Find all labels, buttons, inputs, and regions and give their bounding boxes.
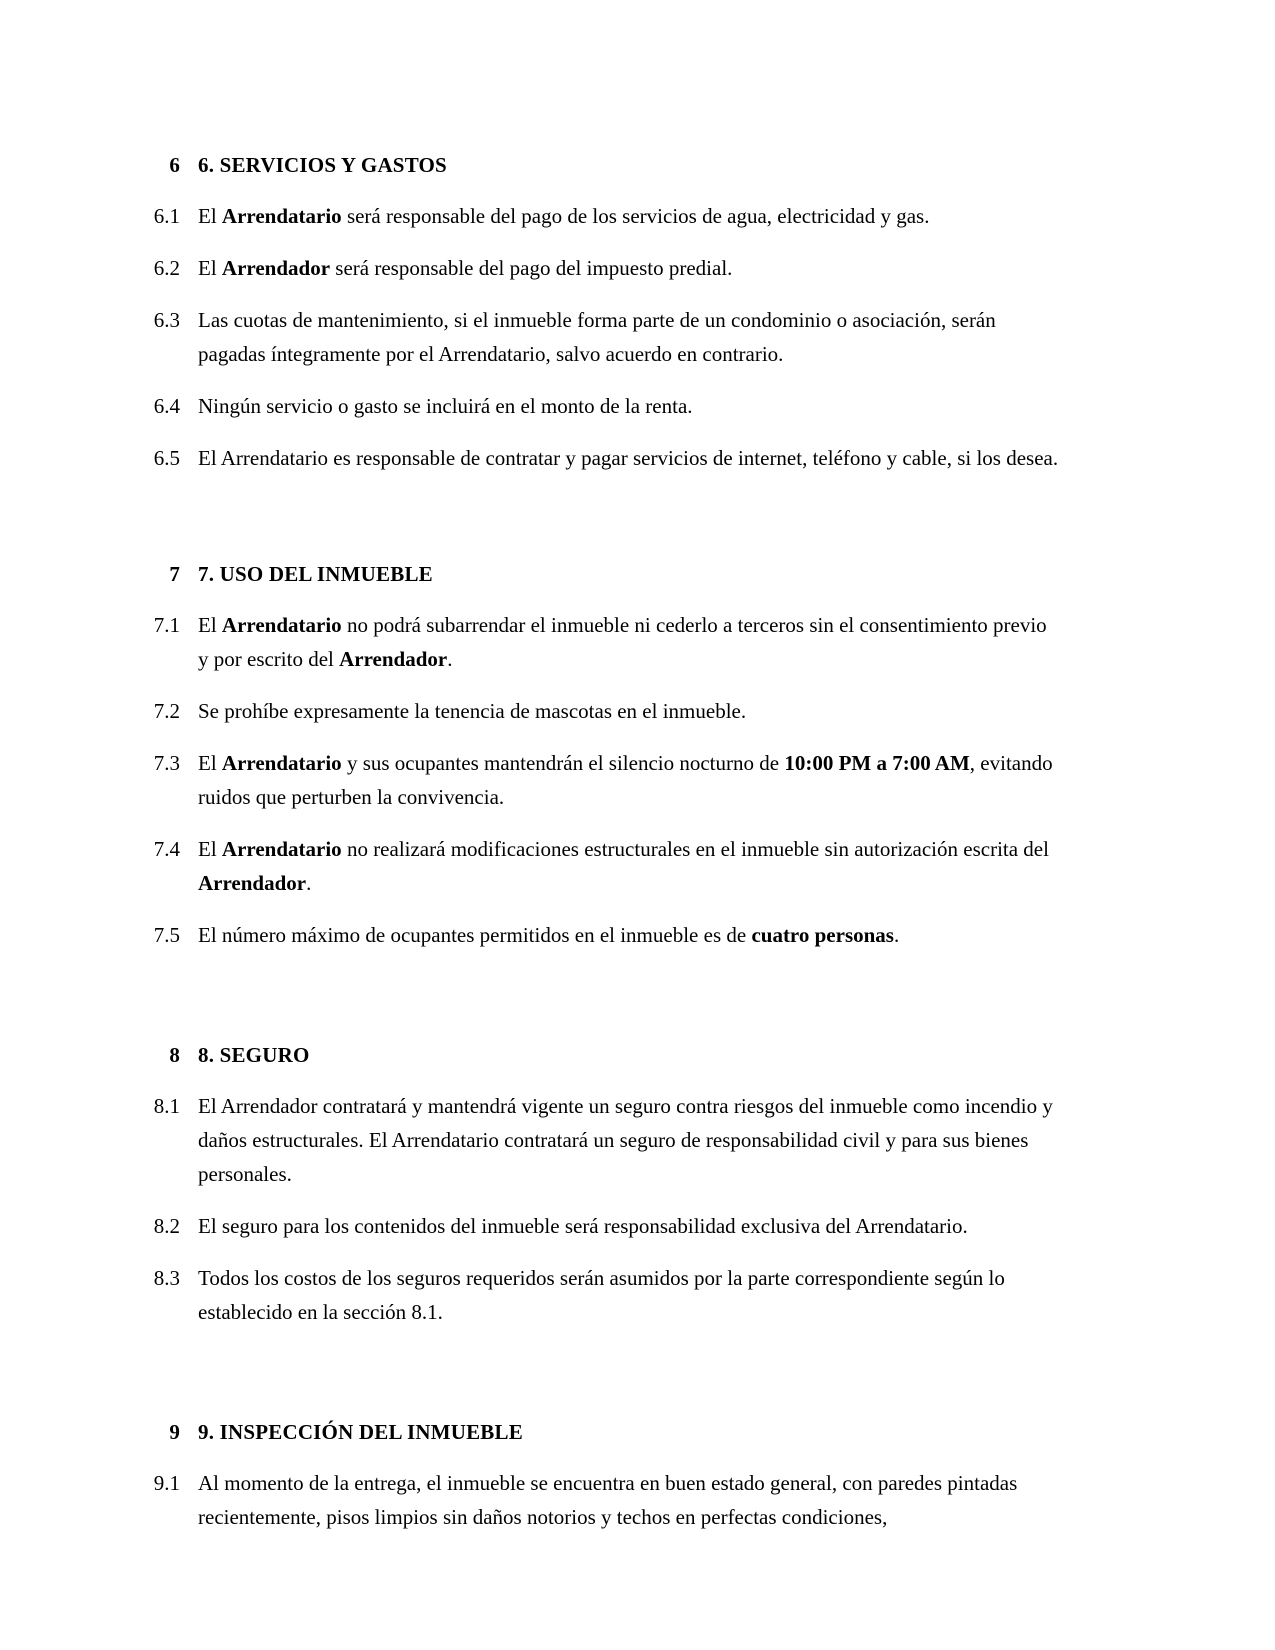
clause <box>140 303 1060 371</box>
clause <box>140 1209 1060 1243</box>
clause-number: 7.4 <box>153 837 180 861</box>
clause-text-emphasis: Arrendatario <box>221 751 342 775</box>
clause <box>140 441 1060 475</box>
section-title: 9. INSPECCIÓN DEL INMUEBLE <box>198 1420 523 1444</box>
clause-text <box>198 251 1060 285</box>
clause <box>140 1261 1060 1329</box>
clause-text <box>198 389 1060 423</box>
section-heading <box>140 1040 1060 1070</box>
clause-text-emphasis: 10:00 PM a 7:00 AM <box>784 751 970 775</box>
clause-text-run: no podrá subarrendar el inmueble ni cederlo a terceros sin el consentimiento previo y por escrito del <box>198 613 1047 671</box>
clause <box>140 1466 1060 1534</box>
clause-text-run: y sus ocupantes mantendrán el silencio nocturno de <box>341 751 785 775</box>
clause <box>140 694 1060 728</box>
clause-text-run: El número máximo de ocupantes permitidos en el inmueble es de <box>198 923 752 947</box>
clause-number: 7.1 <box>153 613 180 637</box>
clause-spacer <box>140 285 1060 303</box>
clause-text-run: . <box>306 871 312 895</box>
clause-spacer <box>140 423 1060 441</box>
clause-text-run: será responsable del pago de los servicios de agua, electricidad y gas. <box>341 204 930 228</box>
section-number: 9 <box>169 1420 180 1444</box>
clause-spacer <box>140 676 1060 694</box>
clause-text <box>198 1466 1060 1534</box>
clause-text <box>198 694 1060 728</box>
clause-text-run: El Arrendatario es responsable de contratar y pagar servicios de internet, teléfono y cable, si los desea. <box>198 446 1059 470</box>
clause-text-emphasis: Arrendador <box>221 256 331 280</box>
clause-number: 7.2 <box>153 699 180 723</box>
clause-text-run: . <box>893 923 900 947</box>
heading-spacer <box>140 1070 1060 1089</box>
clause-text-run: El Arrendador contratará y mantendrá vigente un seguro contra riesgos del inmueble como incendio y daños estructurales. El Arrendatario contratará un seguro de responsabilidad civil y para sus bienes personales. <box>198 1094 1053 1186</box>
clause <box>140 389 1060 423</box>
clause <box>140 746 1060 814</box>
clause-number: 8.2 <box>153 1214 180 1238</box>
clause <box>140 1089 1060 1191</box>
clause <box>140 832 1060 900</box>
document-body <box>140 150 1060 1534</box>
heading-spacer <box>140 1447 1060 1466</box>
section-number: 8 <box>169 1043 180 1067</box>
clause-text-emphasis: cuatro personas <box>751 923 894 947</box>
clause-number: 6.2 <box>153 256 180 280</box>
clause-number: 8.3 <box>153 1266 180 1290</box>
clause-spacer <box>140 900 1060 918</box>
clause-text-emphasis: Arrendatario <box>221 613 342 637</box>
clause-spacer <box>140 233 1060 251</box>
clause-spacer <box>140 814 1060 832</box>
section-heading <box>140 150 1060 180</box>
clause-text <box>198 918 1060 952</box>
clause-text-emphasis: Arrendador <box>339 647 448 671</box>
clause-text <box>198 1089 1060 1191</box>
clause-text-run: no realizará modificaciones estructurales en el inmueble sin autorización escrita del <box>341 837 1049 861</box>
clause-number: 6.1 <box>153 204 180 228</box>
clause-text <box>198 746 1060 814</box>
section-spacer <box>140 952 1060 1040</box>
clause-text <box>198 1209 1060 1243</box>
clause-text-emphasis: Arrendatario <box>221 204 342 228</box>
clause-spacer <box>140 1243 1060 1261</box>
clause-text-run: será responsable del pago del impuesto predial. <box>330 256 733 280</box>
clause-number: 6.5 <box>153 446 180 470</box>
clause-number: 8.1 <box>153 1094 180 1118</box>
clause <box>140 918 1060 952</box>
clause-text-run: El <box>198 256 222 280</box>
clause-text-run: Se prohíbe expresamente la tenencia de mascotas en el inmueble. <box>198 699 747 723</box>
clause-text-run: El <box>198 837 222 861</box>
clause <box>140 251 1060 285</box>
clause-text <box>198 1261 1060 1329</box>
section-spacer <box>140 1329 1060 1417</box>
heading-spacer <box>140 589 1060 608</box>
section-heading <box>140 1417 1060 1447</box>
clause-text <box>198 199 1060 233</box>
section-heading <box>140 559 1060 589</box>
clause-text-emphasis: Arrendador <box>198 871 307 895</box>
clause-spacer <box>140 371 1060 389</box>
clause-text-run: El <box>198 204 222 228</box>
clause-text-run: Todos los costos de los seguros requeridos serán asumidos por la parte correspondiente según lo establecido en la sección 8.1. <box>198 1266 1005 1324</box>
clause-text-run: El <box>198 751 222 775</box>
clause-text <box>198 441 1060 475</box>
clause-text-run: , evitando ruidos que perturben la convivencia. <box>198 751 1053 809</box>
clause-spacer <box>140 1191 1060 1209</box>
clause-text-run: Las cuotas de mantenimiento, si el inmueble forma parte de un condominio o asociación, serán pagadas íntegramente por el Arrendatario, salvo acuerdo en contrario. <box>198 308 996 366</box>
clause <box>140 608 1060 676</box>
clause-text <box>198 303 1060 371</box>
clause-number: 7.5 <box>153 923 180 947</box>
section-number: 7 <box>169 562 180 586</box>
clause-text-run: Ningún servicio o gasto se incluirá en el monto de la renta. <box>198 394 693 418</box>
clause-text-run: Al momento de la entrega, el inmueble se encuentra en buen estado general, con paredes pintadas recientemente, pisos limpios sin daños notorios y techos en perfectas condiciones, <box>198 1471 1018 1529</box>
clause-text-run: El <box>198 613 222 637</box>
heading-spacer <box>140 180 1060 199</box>
clause-text-run: . <box>447 647 453 671</box>
clause-spacer <box>140 728 1060 746</box>
section-spacer <box>140 475 1060 559</box>
clause-text-run: El seguro para los contenidos del inmueble será responsabilidad exclusiva del Arrendatario. <box>198 1214 968 1238</box>
section-title: 6. SERVICIOS Y GASTOS <box>198 153 447 177</box>
section-number: 6 <box>169 153 180 177</box>
clause-number: 7.3 <box>153 751 180 775</box>
clause-number: 6.3 <box>153 308 180 332</box>
clause-text <box>198 832 1060 900</box>
clause <box>140 199 1060 233</box>
clause-text-emphasis: Arrendatario <box>221 837 342 861</box>
clause-number: 9.1 <box>153 1471 180 1495</box>
section-title: 8. SEGURO <box>198 1043 310 1067</box>
clause-number: 6.4 <box>153 394 180 418</box>
section-title: 7. USO DEL INMUEBLE <box>198 562 433 586</box>
clause-text <box>198 608 1060 676</box>
